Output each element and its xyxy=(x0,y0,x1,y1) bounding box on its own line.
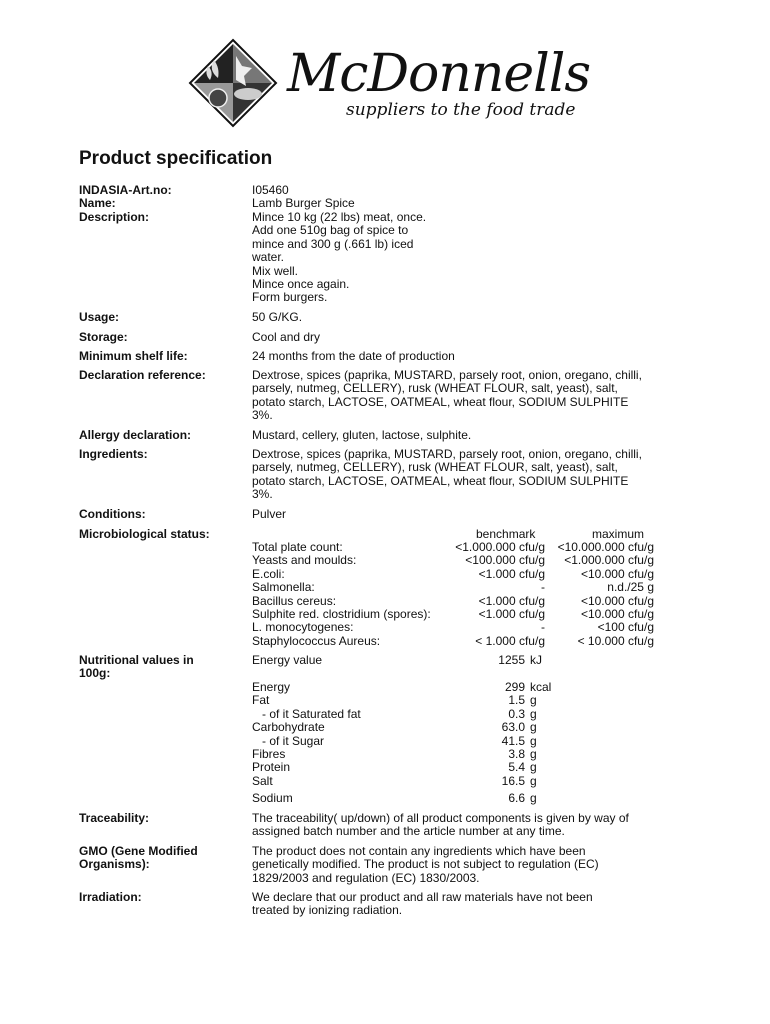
micro-row xyxy=(252,568,654,581)
conditions-value: Pulver xyxy=(252,507,287,521)
nutrient-value: 5.4 xyxy=(508,760,525,775)
energy-value-number: 1255 xyxy=(498,653,525,667)
micro-benchmark: - xyxy=(541,580,545,595)
nutrient-unit: g xyxy=(530,746,537,761)
nutrient-value: 41.5 xyxy=(501,733,525,748)
nutrition-label-line: 100g: xyxy=(79,666,111,681)
declaration-line: potato starch, LACTOSE, OATMEAL, wheat flour, SODIUM SULPHITE xyxy=(252,394,629,409)
gmo-value xyxy=(252,845,599,885)
food-quadrant-diamond-logo xyxy=(188,38,278,128)
micro-benchmark: < 1.000 cfu/g xyxy=(475,633,545,648)
nutrient-name: Fat xyxy=(252,693,270,708)
usage-label: Usage: xyxy=(79,310,120,324)
micro-benchmark: <100.000 cfu/g xyxy=(465,553,545,568)
nutrient-unit: g xyxy=(530,693,537,708)
nutrition-label-line: Nutritional values in xyxy=(79,653,194,667)
nutrition-table xyxy=(252,681,572,788)
description-value xyxy=(252,211,426,305)
traceability-label: Traceability: xyxy=(79,811,150,825)
allergy-label: Allergy declaration: xyxy=(79,428,192,442)
nutrient-name: Energy xyxy=(252,680,291,694)
micro-row xyxy=(252,541,654,554)
nutrient-unit: g xyxy=(530,706,537,721)
declaration-label: Declaration reference: xyxy=(79,368,206,382)
nutrition-row xyxy=(252,735,572,748)
declaration-line: 3%. xyxy=(252,408,273,423)
nutrient-value: 3.8 xyxy=(508,746,525,761)
ingredients-line: potato starch, LACTOSE, OATMEAL, wheat flour, SODIUM SULPHITE xyxy=(252,473,629,488)
nutrition-row xyxy=(252,681,572,694)
sodium-name: Sodium xyxy=(252,791,293,805)
micro-organism: L. monocytogenes: xyxy=(252,620,354,635)
art-no-label: INDASIA-Art.no: xyxy=(79,183,172,197)
allergy-value: Mustard, cellery, gluten, lactose, sulphite. xyxy=(252,428,472,442)
micro-row xyxy=(252,635,654,648)
nutrient-unit: g xyxy=(530,720,537,735)
micro-benchmark: <1.000 cfu/g xyxy=(478,593,545,608)
micro-benchmark: <1.000 cfu/g xyxy=(478,606,545,621)
micro-maximum: <1.000.000 cfu/g xyxy=(564,553,654,568)
usage-value: 50 G/KG. xyxy=(252,310,303,324)
shelf-life-label: Minimum shelf life: xyxy=(79,349,188,363)
declaration-line: parsely, nutmeg, CELLERY), rusk (WHEAT FLOUR, salt, yeast), salt, xyxy=(252,381,618,396)
conditions-label: Conditions: xyxy=(79,507,146,521)
description-line: Form burgers. xyxy=(252,290,328,305)
nutrient-name: Protein xyxy=(252,760,291,775)
nutrient-unit: g xyxy=(530,733,537,748)
micro-table xyxy=(252,541,654,648)
description-line: water. xyxy=(252,250,285,265)
micro-organism: Bacillus cereus: xyxy=(252,593,337,608)
nutrient-unit: g xyxy=(530,760,537,775)
sodium-unit: g xyxy=(530,791,537,805)
nutrient-unit: kcal xyxy=(530,680,552,694)
nutrient-value: 299 xyxy=(504,680,525,694)
energy-value-name: Energy value xyxy=(252,653,323,667)
micro-organism: Sulphite red. clostridium (spores): xyxy=(252,606,431,621)
description-line: Mince once again. xyxy=(252,277,350,292)
micro-maximum: <10.000 cfu/g xyxy=(580,566,654,581)
micro-maximum: <10.000 cfu/g xyxy=(580,593,654,608)
nutrition-row xyxy=(252,748,572,761)
nutrition-row xyxy=(252,721,572,734)
ingredients-line: Dextrose, spices (paprika, MUSTARD, parsely root, onion, oregano, chilli, xyxy=(252,447,642,461)
nutrient-value: 16.5 xyxy=(501,773,525,788)
nutrient-name: - of it Sugar xyxy=(252,733,325,748)
art-no-value: I05460 xyxy=(252,183,289,197)
irradiation-label: Irradiation: xyxy=(79,890,142,904)
traceability-value xyxy=(252,812,629,839)
storage-value: Cool and dry xyxy=(252,330,321,344)
traceability-line: assigned batch number and the article number at any time. xyxy=(252,824,565,839)
nutrition-row xyxy=(252,775,572,788)
micro-benchmark: <1.000.000 cfu/g xyxy=(455,540,545,554)
traceability-line: The traceability( up/down) of all product components is given by way of xyxy=(252,811,629,825)
ingredients-line: parsely, nutmeg, CELLERY), rusk (WHEAT FLOUR, salt, yeast), salt, xyxy=(252,460,618,475)
nutrition-label xyxy=(79,654,194,681)
micro-maximum: n.d./25 g xyxy=(607,580,654,595)
page-title: Product specification xyxy=(79,148,273,169)
ingredients-line: 3%. xyxy=(252,487,273,502)
description-line: mince and 300 g (.661 lb) iced xyxy=(252,236,414,251)
declaration-line: Dextrose, spices (paprika, MUSTARD, parsely root, onion, oregano, chilli, xyxy=(252,368,642,382)
name-value: Lamb Burger Spice xyxy=(252,196,355,210)
gmo-line: genetically modified. The product is not subject to regulation (EC) xyxy=(252,857,599,872)
energy-value-unit: kJ xyxy=(530,653,542,667)
irradiation-value xyxy=(252,891,593,918)
name-label: Name: xyxy=(79,196,116,210)
sodium-number: 6.6 xyxy=(508,791,525,805)
micro-organism: Staphylococcus Aureus: xyxy=(252,633,381,648)
micro-maximum: <10.000 cfu/g xyxy=(580,606,654,621)
nutrient-name: Carbohydrate xyxy=(252,720,325,735)
gmo-label-line: Organisms): xyxy=(79,857,150,872)
micro-organism: Yeasts and moulds: xyxy=(252,553,357,568)
nutrient-name: Fibres xyxy=(252,746,286,761)
micro-organism: Total plate count: xyxy=(252,540,343,554)
nutrition-row xyxy=(252,694,572,707)
micro-row xyxy=(252,581,654,594)
micro-maximum: < 10.000 cfu/g xyxy=(577,633,654,648)
gmo-label-line: GMO (Gene Modified xyxy=(79,844,198,858)
ingredients-label: Ingredients: xyxy=(79,447,148,461)
micro-label: Microbiological status: xyxy=(79,527,210,541)
description-line: Mix well. xyxy=(252,263,299,278)
nutrient-name: Salt xyxy=(252,773,273,788)
micro-row xyxy=(252,608,654,621)
micro-head-maximum: maximum xyxy=(592,527,645,541)
irradiation-line: We declare that our product and all raw materials have not been xyxy=(252,890,593,904)
nutrient-value: 1.5 xyxy=(508,693,525,708)
description-label: Description: xyxy=(79,210,150,224)
nutrition-row xyxy=(252,761,572,774)
micro-organism: Salmonella: xyxy=(252,580,315,595)
micro-benchmark: <1.000 cfu/g xyxy=(478,566,545,581)
micro-maximum: <10.000.000 cfu/g xyxy=(557,540,654,554)
nutrient-unit: g xyxy=(530,773,537,788)
nutrient-value: 63.0 xyxy=(501,720,525,735)
description-line: Add one 510g bag of spice to xyxy=(252,223,409,238)
gmo-line: The product does not contain any ingredients which have been xyxy=(252,844,586,858)
brand-name: McDonnells xyxy=(287,44,591,104)
gmo-label xyxy=(79,845,198,872)
nutrient-value: 0.3 xyxy=(508,706,525,721)
gmo-line: 1829/2003 and regulation (EC) 1830/2003. xyxy=(252,870,480,885)
brand-tagline: suppliers to the food trade xyxy=(346,100,576,120)
micro-head-benchmark: benchmark xyxy=(476,527,536,541)
micro-row xyxy=(252,621,654,634)
micro-organism: E.coli: xyxy=(252,566,285,581)
micro-row xyxy=(252,595,654,608)
storage-label: Storage: xyxy=(79,330,128,344)
shelf-life-value: 24 months from the date of production xyxy=(252,349,455,363)
irradiation-line: treated by ionizing radiation. xyxy=(252,903,403,918)
declaration-value xyxy=(252,369,642,423)
description-line: Mince 10 kg (22 lbs) meat, once. xyxy=(252,210,427,224)
micro-benchmark: - xyxy=(541,620,545,635)
nutrient-name: - of it Saturated fat xyxy=(252,706,361,721)
nutrition-row xyxy=(252,708,572,721)
ingredients-value xyxy=(252,448,642,502)
micro-row xyxy=(252,554,654,567)
micro-maximum: <100 cfu/g xyxy=(597,620,654,635)
